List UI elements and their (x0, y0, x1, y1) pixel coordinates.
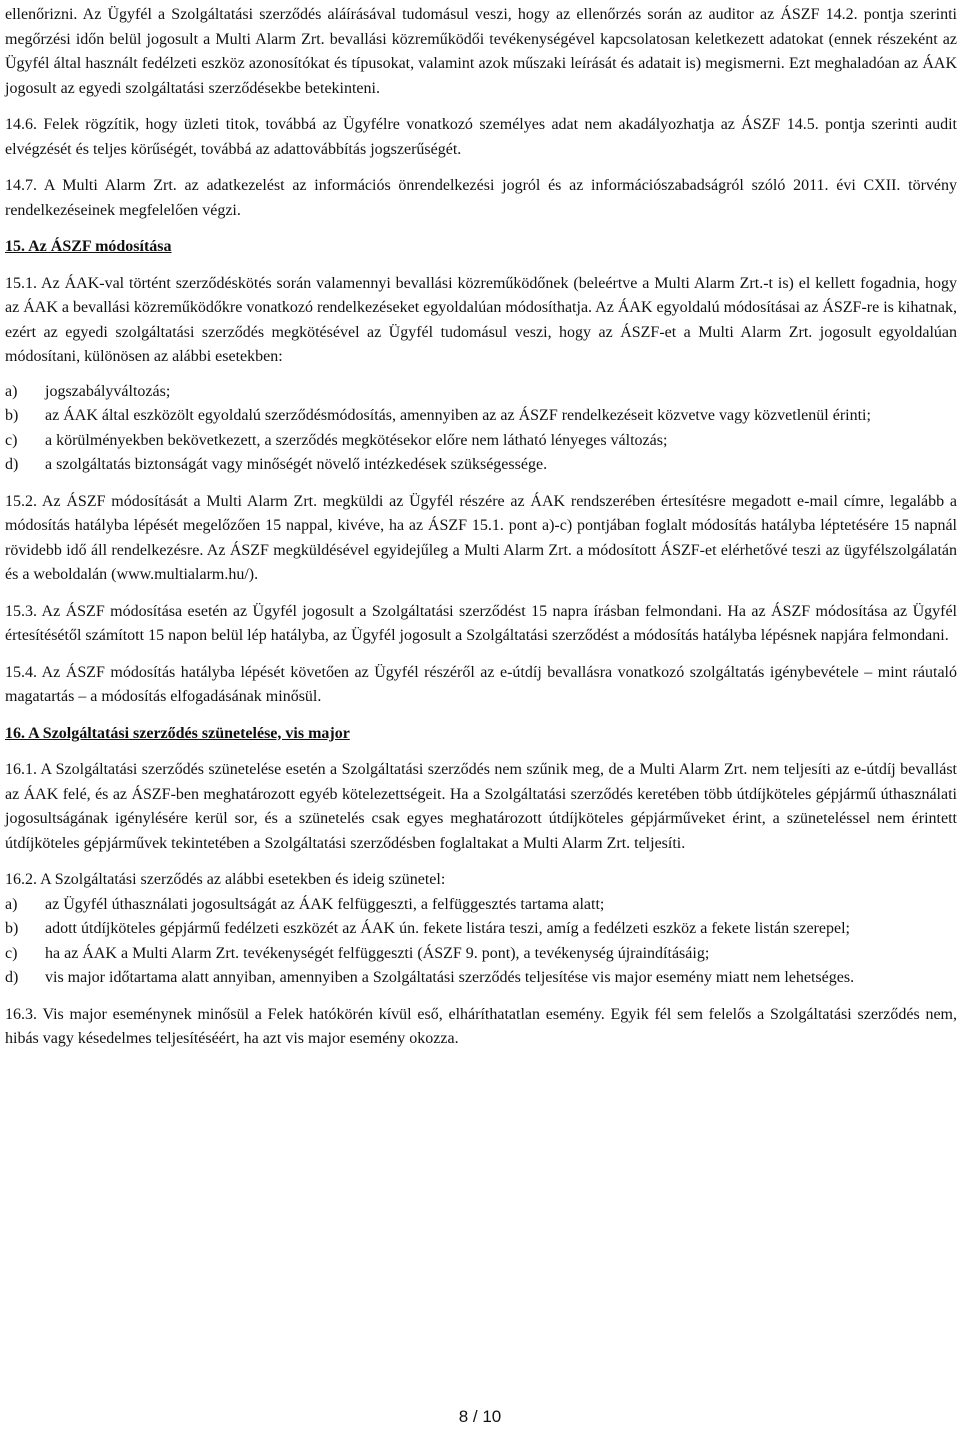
list-item (5, 942, 957, 967)
list-text: vis major időtartama alatt annyiban, amennyiben a Szolgáltatási szerződés teljesítése vis major esemény miatt nem lehetséges. (45, 969, 855, 986)
list-text: adott útdíjköteles gépjármű fedélzeti eszközét az ÁAK ún. fekete listára teszi, amíg a fedélzeti eszköz a fekete listán szerepel; (45, 920, 850, 937)
list-text: a szolgáltatás biztonságát vagy minőségét növelő intézkedések szükségessége. (45, 456, 548, 473)
list-item (5, 380, 957, 405)
section-heading-15: 15. Az ÁSZF módosítása (5, 238, 172, 255)
list-marker: c) (5, 431, 18, 449)
list-item (5, 429, 957, 454)
list-marker: b) (5, 407, 19, 424)
document-page (5, 3, 957, 1052)
list-marker: d) (5, 456, 19, 473)
list-text: a körülményekben bekövetkezett, a szerződés megkötésekor előre nem látható lényeges változás; (45, 431, 668, 449)
paragraph-intro: ellenőrizni. Az Ügyfél a Szolgáltatási szerződés aláírásával tudomásul veszi, hogy az ellenőrzés során az auditor az ÁSZF 14.2. pontja szerinti megőrzési időn belül jogosult a Multi Alarm Zrt. bevallási közreműködői tevékenységével kapcsolatosan keletkezett adatokat (ennek részeként az Ügyfél által használt fedélzeti eszköz azonosítókat és típusokat, valamint azok műszaki leírását és adatait is) megismerni. Ezt meghaladóan az ÁAK jogosult az egyedi szolgáltatási szerződésekbe betekinteni. (5, 6, 957, 97)
list-item (5, 404, 957, 429)
list-item (5, 453, 957, 478)
list-text: az Ügyfél úthasználati jogosultságát az ÁAK felfüggeszti, a felfüggesztés tartama alatt; (45, 895, 605, 913)
list-text: jogszabályváltozás; (45, 382, 171, 400)
list-16-2 (5, 893, 957, 991)
list-marker: b) (5, 920, 19, 937)
list-marker: c) (5, 944, 18, 962)
section-heading-16: 16. A Szolgáltatási szerződés szünetelése, vis major (5, 724, 350, 742)
paragraph-15-1: 15.1. Az ÁAK-val történt szerződéskötés során valamennyi bevallási közreműködőnek (beleértve a Multi Alarm Zrt.-t is) el kellett fogadnia, hogy az ÁAK a bevallási közreműködőkre vonatkozó rendelkezéseket egyoldalúan módosíthatja. Az ÁAK egyoldalú módosításai az ÁSZF-re is kihatnak, ezért az egyedi szolgáltatási szerződés megkötésével az Ügyfél tudomásul veszi, hogy az ÁSZF-et a Multi Alarm Zrt. jogosult egyoldalúan módosítani, különösen az alábbi esetekben: (5, 274, 957, 365)
paragraph-16-3: 16.3. Vis major eseménynek minősül a Felek hatókörén kívül eső, elháríthatatlan esemény. Egyik fél sem felelős a Szolgáltatási szerződés nem, hibás vagy késedelmes teljesítéséért, ha azt vis major esemény okozza. (5, 1005, 957, 1047)
list-text: ha az ÁAK a Multi Alarm Zrt. tevékenységét felfüggeszti (ÁSZF 9. pont), a tevékenység újraindításáig; (45, 944, 710, 962)
paragraph-14-7: 14.7. A Multi Alarm Zrt. az adatkezelést az információs önrendelkezési jogról és az információszabadságról szóló 2011. évi CXII. törvény rendelkezéseinek megfelelően végzi. (5, 177, 957, 219)
paragraph-15-4: 15.4. Az ÁSZF módosítás hatályba lépését követően az Ügyfél részéről az e-útdíj bevallásra vonatkozó szolgáltatás igénybevétele – mint ráutaló magatartás – a módosítás elfogadásának minősül. (5, 663, 957, 705)
list-marker: d) (5, 969, 19, 986)
list-item (5, 893, 957, 918)
list-item (5, 917, 957, 942)
list-15-1 (5, 380, 957, 478)
list-text: az ÁAK által eszközölt egyoldalú szerződésmódosítás, amennyiben az az ÁSZF rendelkezéseit közvetve vagy közvetlenül érinti; (45, 407, 871, 424)
paragraph-16-2: 16.2. A Szolgáltatási szerződés az alábbi esetekben és ideig szünetel: (5, 871, 446, 888)
list-item (5, 966, 957, 991)
list-marker: a) (5, 895, 18, 913)
page-number: 8 / 10 (458, 1407, 502, 1426)
paragraph-14-6: 14.6. Felek rögzítik, hogy üzleti titok, továbbá az Ügyfélre vonatkozó személyes adat nem akadályozhatja az ÁSZF 14.5. pontja szerinti audit elvégzését és teljes körűségét, továbbá az adattovábbítás jogszerűségét. (5, 116, 957, 158)
paragraph-16-1: 16.1. A Szolgáltatási szerződés szünetelése esetén a Szolgáltatási szerződés nem szűnik meg, de a Multi Alarm Zrt. nem teljesíti az e-útdíj bevallást az ÁAK felé, és az ÁSZF-ben meghatározott egyéb kötelezettségeit. Ha a Szolgáltatási szerződés keretében több útdíjköteles gépjármű úthasználati jogosultságának igénylésére kerül sor, és a szünetelés csak egyes meghatározott útdíjköteles gépjárműveket érint, a szüneteléssel nem érintett útdíjköteles gépjárművek tekintetében a Szolgáltatási szerződésben foglaltakat a Multi Alarm Zrt. teljesíti. (5, 761, 957, 852)
paragraph-15-3: 15.3. Az ÁSZF módosítása esetén az Ügyfél jogosult a Szolgáltatási szerződést 15 napra írásban felmondani. Ha az ÁSZF módosítása az Ügyfél értesítésétől számított 15 napon belül lép hatályba, az Ügyfél jogosult a Szolgáltatási szerződést a módosítás hatályba lépésnek napjára felmondani. (5, 602, 957, 644)
paragraph-15-2: 15.2. Az ÁSZF módosítását a Multi Alarm Zrt. megküldi az Ügyfél részére az ÁAK rendszerében értesítésre megadott e-mail címre, legalább a módosítás hatályba lépését megelőzően 15 nappal, kivéve, ha az ÁSZF 15.1. pont a)-c) pontjában foglalt módosítás hatályba léptetésére 15 napnál rövidebb idő áll rendelkezésre. Az ÁSZF megküldésével egyidejűleg a Multi Alarm Zrt. a módosított ÁSZF-et elérhetővé teszi az ügyfélszolgálatán és a weboldalán (www.multialarm.hu/). (5, 492, 957, 583)
list-marker: a) (5, 382, 18, 400)
